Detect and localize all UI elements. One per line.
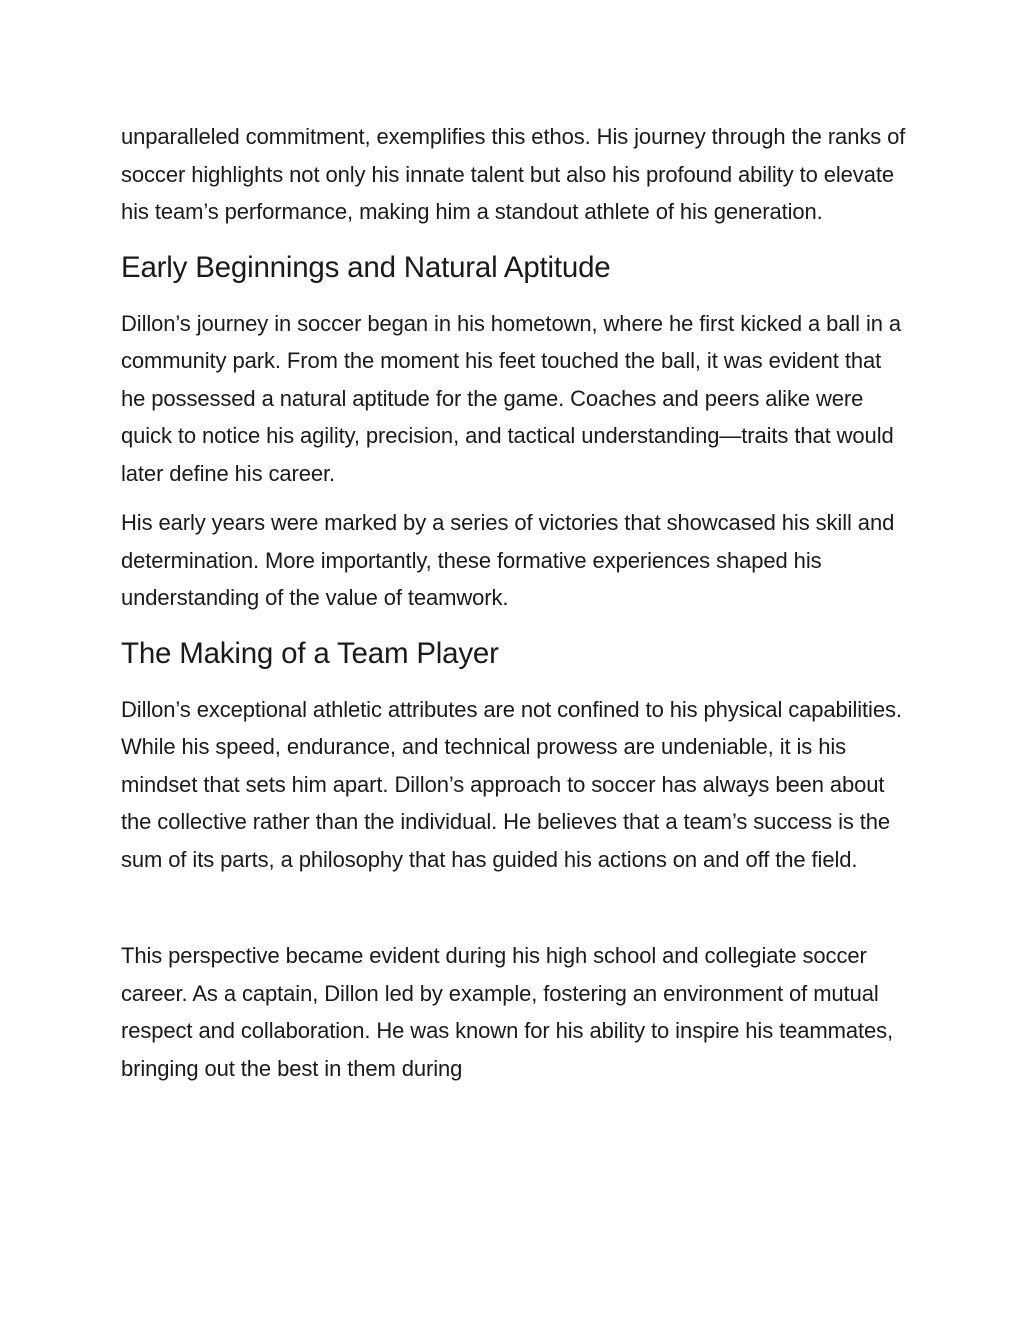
- paragraph-early-beginnings-1: Dillon’s journey in soccer began in his hometown, where he first kicked a ball in a community park. From the moment his feet touched the ball, it was evident that he possessed a natural aptitude for the game. Coaches and peers alike were quick to notice his agility, precision, and tactical understanding—traits that would later define his career.: [121, 310, 902, 486]
- section-heading-team-player: The Making of a Team Player: [121, 636, 499, 670]
- paragraph-team-player-2: This perspective became evident during his high school and collegiate soccer career. As a captain, Dillon led by example, fostering an environment of mutual respect and collaboration. He was known for his ability to inspire his teammates, bringing out the best in them during: [121, 943, 894, 1081]
- paragraph-spacer: [121, 890, 911, 937]
- document-page: [121, 118, 911, 1087]
- intro-paragraph: unparalleled commitment, exemplifies this ethos. His journey through the ranks of soccer highlights not only his innate talent but also his profound ability to elevate his team’s performance, making him a standout athlete of his generation.: [121, 124, 906, 224]
- section-heading-early-beginnings: Early Beginnings and Natural Aptitude: [121, 250, 611, 284]
- paragraph-early-beginnings-2: His early years were marked by a series of victories that showcased his skill and determination. More importantly, these formative experiences shaped his understanding of the value of teamwork.: [121, 510, 895, 610]
- paragraph-team-player-1: Dillon’s exceptional athletic attributes are not confined to his physical capabilities. While his speed, endurance, and technical prowess are undeniable, it is his mindset that sets him apart. Dillon’s approach to soccer has always been about the collective rather than the individual. He believes that a team’s success is the sum of its parts, a philosophy that has guided his actions on and off the field.: [121, 696, 902, 872]
